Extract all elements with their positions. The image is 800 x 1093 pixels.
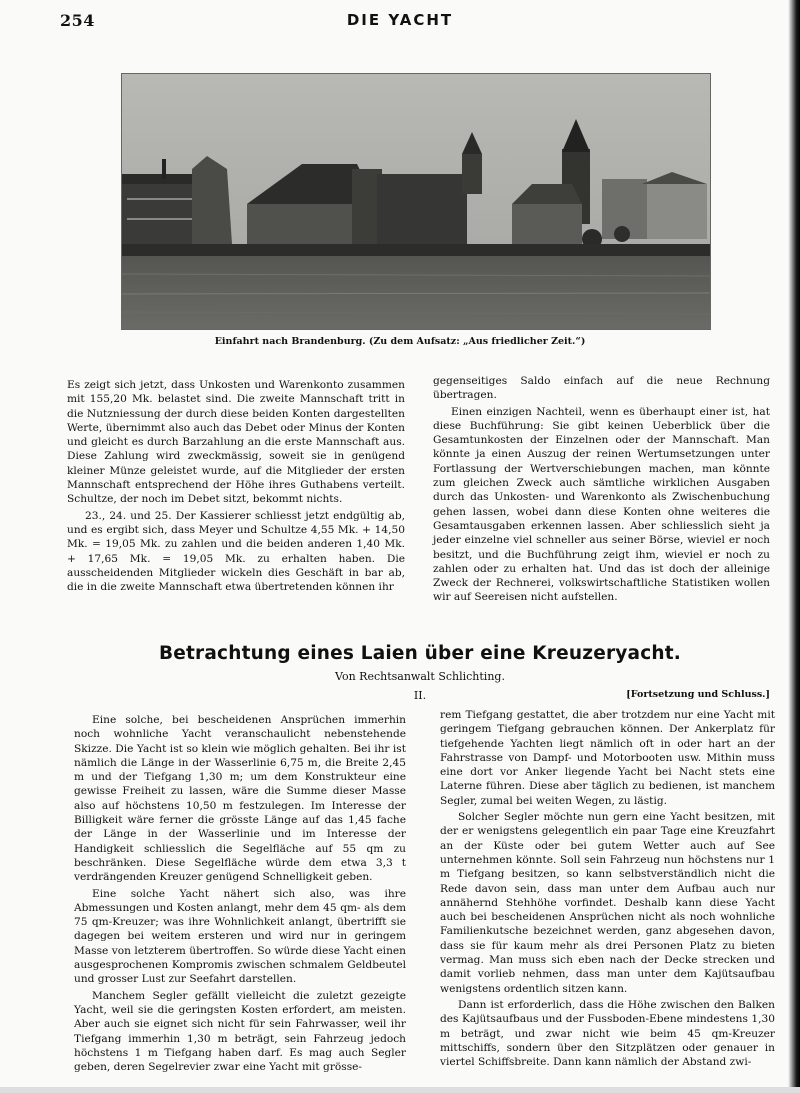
paragraph: Manchem Segler gefällt vielleicht die zuletzt gezeigte Yacht, weil sie die geringsten Kosten erfordert, am meisten. Aber auch sie eignet sich nicht für sein Fahrwasser, weil ihr Tiefgang immerhin 1,30 m beträgt, sein Fahrzeug jedoch höchstens 1 m Tiefgang haben darf. Es mag auch Segler geben, deren Segelrevier zwar eine Yacht mit grösse- [74, 989, 406, 1074]
paragraph: rem Tiefgang gestattet, die aber trotzdem nur eine Yacht mit geringem Tiefgang gebrauchen können. Der Ankerplatz für tiefgehende Yachten liegt nämlich oft in oder hart an der Fahrstrasse von Dampf- und Motorbooten usw. Mithin muss eine dort vor Anker liegende Yacht bei Nacht stets eine Laterne führen. Diese aber täglich zu bedienen, ist manchem Segler, zumal bei weiten Wegen, zu lästig. [440, 709, 775, 807]
figure-caption: Einfahrt nach Brandenburg. (Zu dem Aufsatz: „Aus friedlicher Zeit.“) [214, 336, 586, 347]
continuation-note: [Fortsetzung und Schluss.] [626, 689, 770, 700]
paragraph: Es zeigt sich jetzt, dass Unkosten und Warenkonto zusammen mit 155,20 Mk. belastet sind. Die zweite Mannschaft tritt in die Nutzniessung der durch diese beiden Konten dargestellten Werte, übernimmt also auch das Debet oder Minus der Konten und gleicht es durch Barzahlung an die erste Mannschaft aus. Diese Zahlung wird zweckmässig, soweit sie in genügend kleiner Münze geleistet wurde, auf die Mitglieder der ersten Mannschaft entsprechend der Höhe ihres Guthabens verteilt. Schultze, der noch im Debet sitzt, bekommt nichts. [67, 379, 405, 506]
page-edge-shadow [788, 0, 800, 1093]
paragraph: 23., 24. und 25. Der Kassierer schliesst jetzt endgültig ab, und es ergibt sich, dass Meyer und Schultze 4,55 Mk. + 14,50 Mk. = 19,05 Mk. zu zahlen und die beiden anderen 1,40 Mk. + 17,65 Mk. = 19,05 Mk. zu erhalten haben. Die ausscheidenden Mitglieder wickeln dies Geschäft in bar ab, die in die zweite Mannschaft etwa übertretenden können ihr [67, 509, 405, 594]
top-right-column [433, 374, 770, 605]
paragraph: Eine solche, bei bescheidenen Ansprüchen immerhin noch wohnliche Yacht veranschaulicht nebenstehende Skizze. Die Yacht ist so klein wie möglich gehalten. Bei ihr ist nämlich die Länge in der Wasserlinie 6,75 m, die Breite 2,45 m und der Tiefgang 1,30 m; um dem Konstrukteur eine gewisse Freiheit zu lassen, wäre die Summe dieser Masse also auf höchstens 10,50 m festzulegen. Im Interesse der Billigkeit wäre ferner die grösste Länge auf das 1,45 fache der Länge in der Wasserlinie und im Interesse der Handigkeit schliesslich die Segelfläche auf 55 qm zu beschränken. Diese Segelfläche würde dem etwa 3,3 t verdrängenden Kreuzer genügend Schnelligkeit geben. [74, 714, 406, 884]
article-right-column [440, 708, 775, 1069]
article-left-column [74, 713, 406, 1074]
paragraph: Dann ist erforderlich, dass die Höhe zwischen den Balken des Kajütsaufbaus und der Fussboden-Ebene mindestens 1,30 m beträgt, und zwar nicht wie beim 45 qm-Kreuzer mittschiffs, sondern über den Sitzplätzen oder genauer in viertel Schiffsbreite. Dann kann nämlich der Abstand zwi- [440, 998, 775, 1069]
article-byline: Von Rechtsanwalt Schlichting. [335, 670, 505, 683]
paragraph: Solcher Segler möchte nun gern eine Yacht besitzen, mit der er wenigstens gelegentlich ein paar Tage eine Kreuzfahrt an der Küste oder bei gutem Wetter auch auf See unternehmen könnte. Soll sein Fahrzeug nun höchstens nur 1 m Tiefgang besitzen, so kann selbstverständlich nicht die Rede davon sein, dass man unter dem Aufbau auch nur annähernd Stehhöhe vorfindet. Deshalb kann diese Yacht auch bei bescheidenen Ansprüchen nicht als noch wohnliche Familienkutsche bezeichnet werden, ganz abgesehen davon, dass sie für kaum mehr als drei Personen Platz zu bieten vermag. Man muss sich eben nach der Decke strecken und damit vorlieb nehmen, dass man unter dem Kajütsaufbau wenigstens ordentlich sitzen kann. [440, 811, 775, 995]
running-title: DIE YACHT [346, 11, 454, 29]
paragraph: Eine solche Yacht nähert sich also, was ihre Abmessungen und Kosten anlangt, mehr dem 45 qm- als dem 75 qm-Kreuzer; was ihre Wohnlichkeit anlangt, übertrifft sie dagegen bei weitem ersteren und wird nur in geringem Masse von letzterem übertroffen. So würde diese Yacht einen ausgesprochenen Kompromis zwischen schmalem Geldbeutel und grosser Lust zur Seefahrt darstellen. [74, 887, 406, 986]
article-title: Betrachtung eines Laien über eine Kreuzeryacht. [158, 643, 682, 664]
page-bottom-edge [0, 1087, 800, 1093]
page-number: 254 [60, 11, 95, 30]
paragraph: Einen einzigen Nachteil, wenn es überhaupt einer ist, hat diese Buchführung: Sie gibt keinen Ueberblick über die Gesamtunkosten der Einzelnen oder der Mannschaft. Man könnte ja einen Auszug der reinen Wertumsetzungen unter Fortlassung der Wertverschiebungen machen, man könnte zum gleichen Zweck auch sämtliche wirklichen Ausgaben durch das Unkosten- und Warenkonto als Zwischenbuchung gehen lassen, wobei dann diese Konten ohne weiteres die Gesamtausgaben erkennen lassen. Aber schliesslich sieht ja jeder einzelne viel schneller aus seiner Börse, wieviel er noch besitzt, und die Buchführung zeigt ihm, wieviel er noch zu zahlen oder zu erhalten hat. Und das ist doch der alleinige Zweck der Rechnerei, volkswirtschaftliche Statistiken wollen wir auf Seereisen nicht aufstellen. [433, 405, 770, 604]
harbor-photograph [121, 73, 711, 330]
top-left-column [67, 378, 405, 594]
article-part-number: II. [413, 689, 427, 702]
paragraph: gegenseitiges Saldo einfach auf die neue Rechnung übertragen. [433, 375, 770, 402]
